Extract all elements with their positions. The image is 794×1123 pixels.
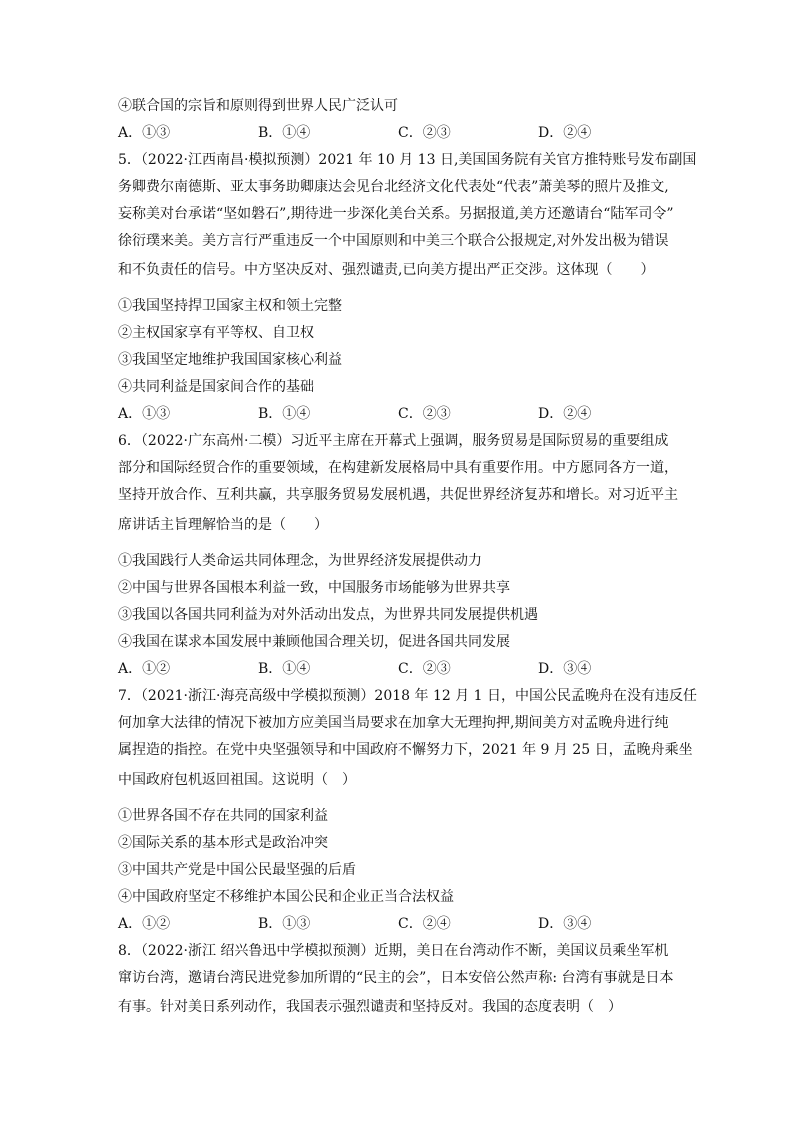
answer-choice-c: C．②③ xyxy=(398,661,451,677)
option-statement: ①我国坚持捍卫国家主权和领土完整 xyxy=(118,298,342,314)
answer-choice-d: D．②④ xyxy=(538,406,592,422)
question-6-text: 坚持开放合作、互利共赢，共享服务贸易发展机遇，共促世界经济复苏和增长。对习近平主 xyxy=(118,487,678,503)
answer-choice-c: C．②③ xyxy=(398,406,451,422)
option-statement: ①我国践行人类命运共同体理念，为世界经济发展提供动力 xyxy=(118,553,482,569)
question-8-text: 8．（2022·浙江 绍兴鲁迅中学模拟预测）近期，美日在台湾动作不断，美国议员乘坐军机 xyxy=(118,943,669,959)
answer-choice-b: B．①③ xyxy=(258,916,311,932)
answer-choice-c: C．②④ xyxy=(398,916,451,932)
answer-choice-d: D．③④ xyxy=(538,661,592,677)
question-5-text: 和不负责任的信号。中方坚决反对、强烈谴责,已向美方提出严正交涉。这体现（ ） xyxy=(118,262,655,278)
answer-choice-a: A．①② xyxy=(118,916,171,932)
question-7-text: 7．（2021·浙江·海亮高级中学模拟预测）2018 年 12 月 1 日，中国公民孟晚舟在没有违反任 xyxy=(118,688,698,704)
question-6-text: 部分和国际经贸合作的重要领域，在构建新发展格局中具有重要作用。中方愿同各方一道， xyxy=(118,460,678,476)
option-statement: ④联合国的宗旨和原则得到世界人民广泛认可 xyxy=(118,98,398,114)
answer-choice-d: D．②④ xyxy=(538,125,592,141)
question-8-text: 有事。针对美日系列动作，我国表示强烈谴责和坚持反对。我国的态度表明（ ） xyxy=(118,999,622,1015)
answer-choice-a: A．①③ xyxy=(118,125,171,141)
option-statement: ②中国与世界各国根本利益一致，中国服务市场能够为世界共享 xyxy=(118,580,510,596)
option-statement: ②主权国家享有平等权、自卫权 xyxy=(118,325,314,341)
question-8-text: 窜访台湾，邀请台湾民进党参加所谓的“民主的会”，日本安倍公然声称: 台湾有事就是日本 xyxy=(118,970,674,986)
option-statement: ④中国政府坚定不移维护本国公民和企业正当合法权益 xyxy=(118,889,454,905)
option-statement: ③中国共产党是中国公民最坚强的后盾 xyxy=(118,862,356,878)
option-statement: ③我国坚定地维护我国国家核心利益 xyxy=(118,352,342,368)
answer-choice-c: C．②③ xyxy=(398,125,451,141)
option-statement: ④我国在谋求本国发展中兼顾他国合理关切，促进各国共同发展 xyxy=(118,634,510,650)
question-5-text: 务卿费尔南德斯、亚太事务助卿康达会见台北经济文化代表处“代表”萧美琴的照片及推文, xyxy=(118,179,669,195)
question-7-text: 何加拿大法律的情况下被加方应美国当局要求在加拿大无理拘押,期间美方对孟晚舟进行纯 xyxy=(118,715,669,731)
option-statement: ④共同利益是国家间合作的基础 xyxy=(118,379,314,395)
option-statement: ①世界各国不存在共同的国家利益 xyxy=(118,808,328,824)
option-statement: ③我国以各国共同利益为对外活动出发点，为世界共同发展提供机遇 xyxy=(118,607,538,623)
answer-choice-b: B．①④ xyxy=(258,125,311,141)
answer-choice-a: A．①③ xyxy=(118,406,171,422)
question-7-text: 中国政府包机返回祖国。这说明（ ） xyxy=(118,772,356,788)
answer-choice-d: D．③④ xyxy=(538,916,592,932)
question-5-text: 5．（2022·江西南昌·模拟预测）2021 年 10 月 13 日,美国国务院有关官方推特账号发布副国 xyxy=(118,152,697,168)
question-5-text: 徐衍璞来美。美方言行严重违反一个中国原则和中美三个联合公报规定,对外发出极为错误 xyxy=(118,233,669,249)
question-6-text: 席讲话主旨理解恰当的是（ ） xyxy=(118,517,328,533)
question-7-text: 属捏造的指控。在党中央坚强领导和中国政府不懈努力下，2021 年 9 月 25 日，孟晚舟乘坐 xyxy=(118,742,693,758)
answer-choice-b: B．①④ xyxy=(258,661,311,677)
question-5-text: 妄称美对台承诺“坚如磐石”,期待进一步深化美台关系。另据报道,美方还邀请台“陆军司令” xyxy=(118,206,674,222)
answer-choice-a: A．①② xyxy=(118,661,171,677)
question-6-text: 6．（2022·广东高州·二模）习近平主席在开幕式上强调，服务贸易是国际贸易的重要组成 xyxy=(118,433,669,449)
option-statement: ②国际关系的基本形式是政治冲突 xyxy=(118,835,328,851)
answer-choice-b: B．①④ xyxy=(258,406,311,422)
